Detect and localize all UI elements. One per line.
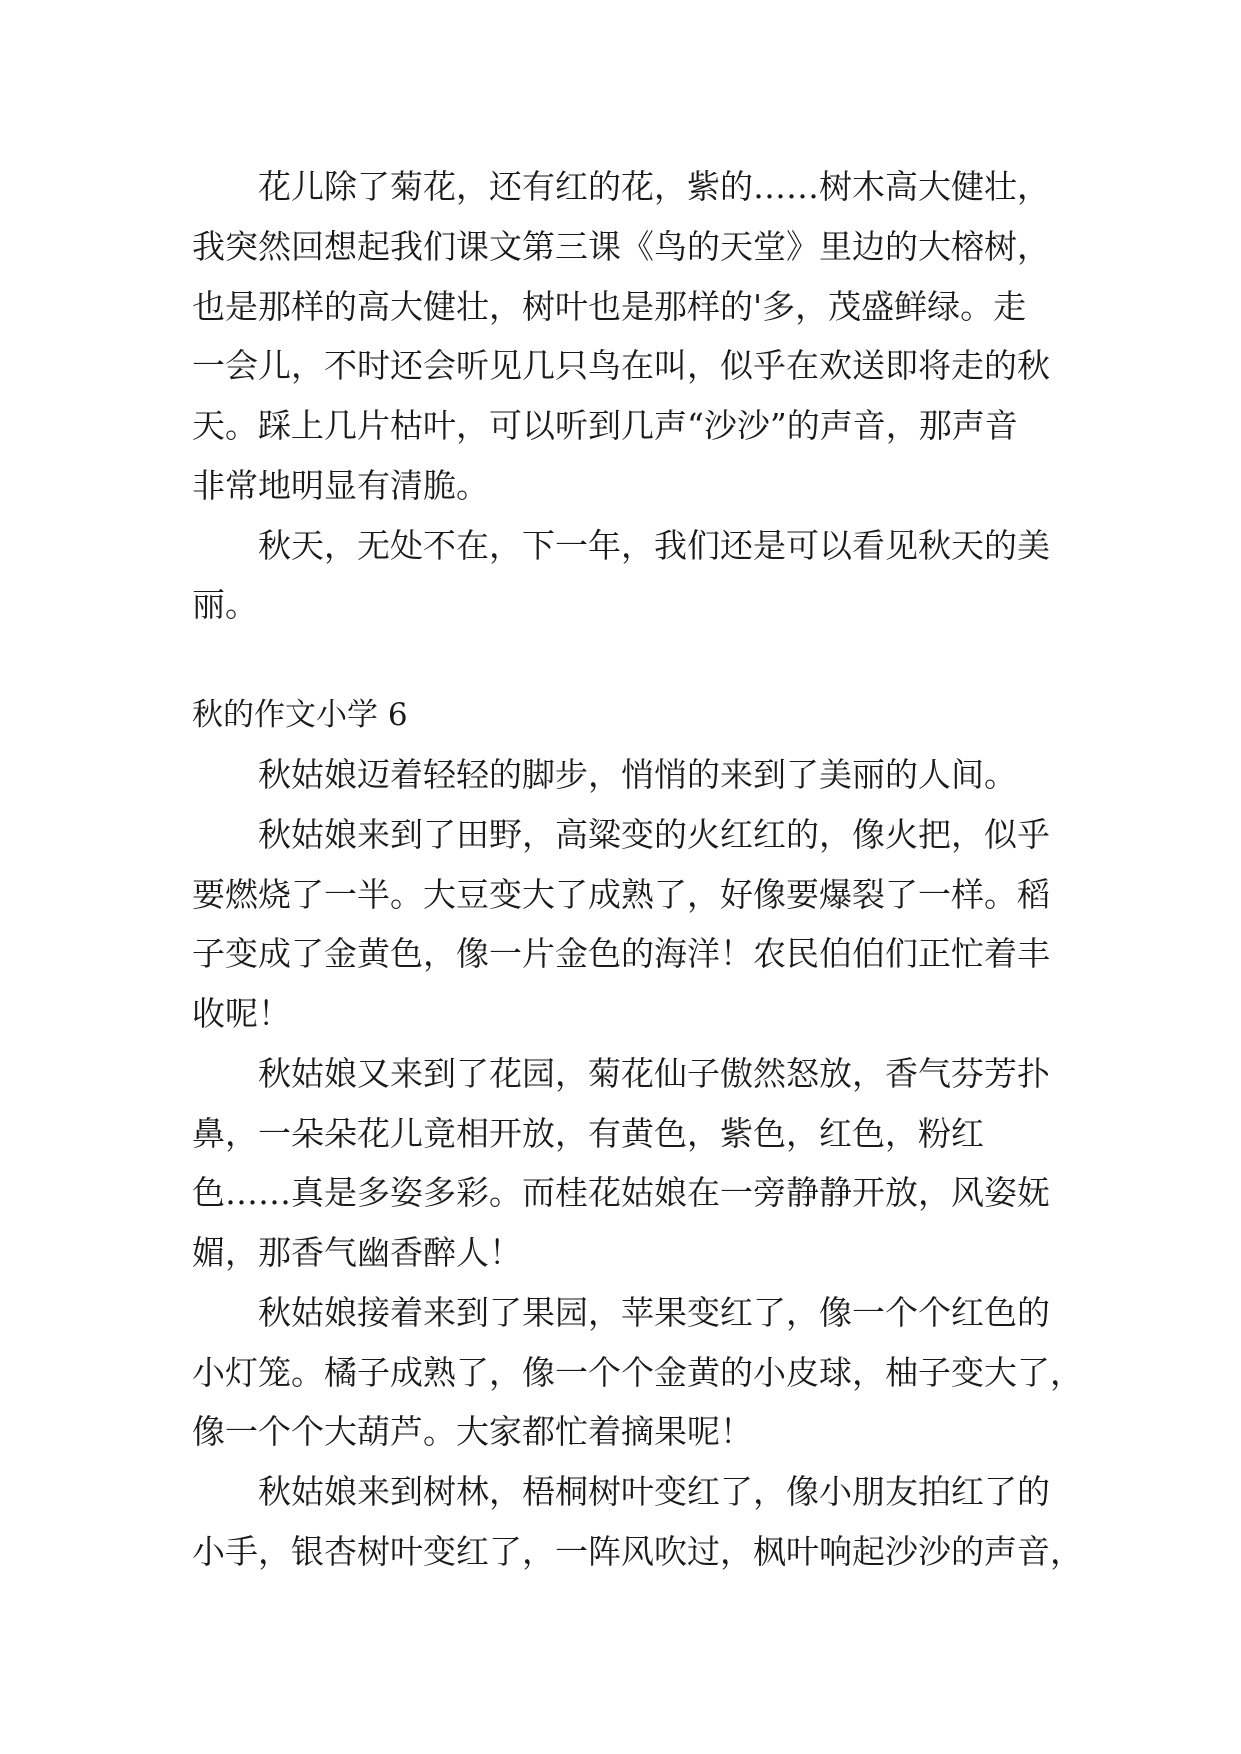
paragraph-line: 我突然回想起我们课文第三课《鸟的天堂》里边的大榕树， [192, 227, 1050, 266]
paragraph-line: 花儿除了菊花，还有红的花，紫的……树木高大健壮， [258, 167, 1050, 206]
paragraph-line: 像一个个大葫芦。大家都忙着摘果呢！ [192, 1412, 753, 1451]
paragraph-line: 色……真是多姿多彩。而桂花姑娘在一旁静静开放，风姿妩 [192, 1173, 1050, 1212]
paragraph-line: 秋姑娘又来到了花园，菊花仙子傲然怒放，香气芬芳扑 [258, 1054, 1050, 1093]
paragraph-line: 媚，那香气幽香醉人！ [192, 1233, 522, 1272]
paragraph-line: 收呢！ [192, 994, 291, 1033]
paragraph-line: 小手，银杏树叶变红了，一阵风吹过，枫叶响起沙沙的声音， [192, 1532, 1083, 1571]
paragraph-line: 鼻，一朵朵花儿竟相开放，有黄色，紫色，红色，粉红 [192, 1114, 984, 1153]
paragraph-line: 秋姑娘来到了田野，高粱变的火红红的，像火把，似乎 [258, 815, 1050, 854]
paragraph-line: 丽。 [192, 585, 258, 624]
paragraph-line: 子变成了金黄色，像一片金色的海洋！农民伯伯们正忙着丰 [192, 934, 1050, 973]
paragraph-line: 秋天，无处不在，下一年，我们还是可以看见秋天的美 [258, 526, 1050, 565]
paragraph-line: 秋姑娘接着来到了果园，苹果变红了，像一个个红色的 [258, 1293, 1050, 1332]
paragraph-line: 非常地明显有清脆。 [192, 466, 489, 505]
paragraph-line: 天。踩上几片枯叶，可以听到几声“沙沙”的声音，那声音 [192, 406, 1018, 445]
paragraph-line: 小灯笼。橘子成熟了，像一个个金黄的小皮球，柚子变大了， [192, 1353, 1083, 1392]
paragraph-line: 要燃烧了一半。大豆变大了成熟了，好像要爆裂了一样。稻 [192, 875, 1050, 914]
paragraph-line: 一会儿，不时还会听见几只鸟在叫，似乎在欢送即将走的秋 [192, 346, 1050, 385]
paragraph-line: 也是那样的高大健壮，树叶也是那样的'多，茂盛鲜绿。走 [192, 287, 1027, 326]
section-title: 秋的作文小学 6 [192, 697, 408, 733]
paragraph-line: 秋姑娘迈着轻轻的脚步，悄悄的来到了美丽的人间。 [258, 755, 1017, 794]
paragraph-line: 秋姑娘来到树林，梧桐树叶变红了，像小朋友拍红了的 [258, 1472, 1050, 1511]
